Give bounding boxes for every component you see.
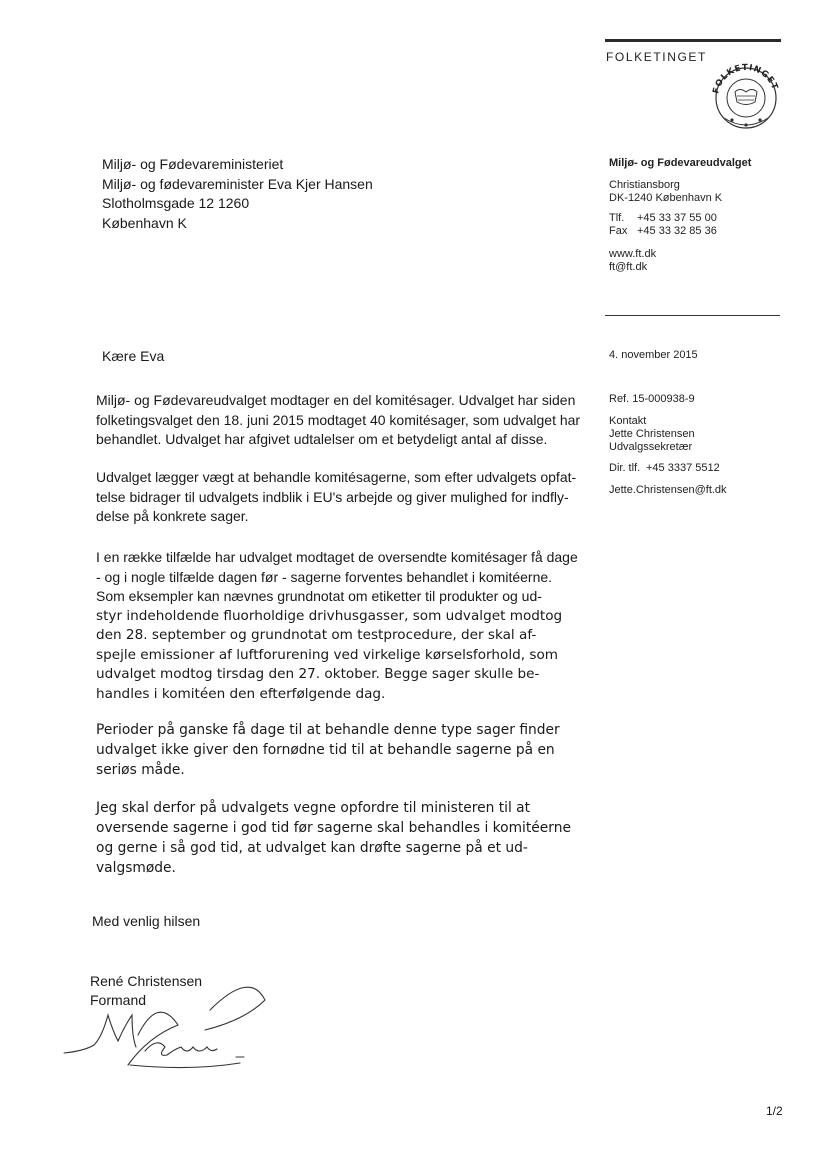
paragraph-2 — [96, 468, 586, 527]
recipient-line: København K — [102, 214, 187, 231]
signer-title: Formand — [90, 992, 147, 1008]
committee-name: Miljø- og Fødevareudvalget — [609, 157, 752, 169]
web-block — [609, 248, 656, 274]
text-line: udvalget ikke giver den fornødne tid til at behandle sagerne på en — [96, 742, 555, 758]
committee-address — [609, 179, 722, 205]
text-line: valgsmøde. — [96, 860, 176, 876]
paragraph-5 — [96, 798, 576, 878]
seal-text: FOLKETINGET — [711, 62, 780, 95]
address-line: DK-1240 København K — [609, 192, 723, 204]
text-line: Udvalget lægger vægt at behandle komitésagerne, som efter udvalgets opfat- — [96, 469, 577, 485]
brand-name: FOLKETINGET — [606, 50, 707, 64]
closing: Med venlig hilsen — [92, 913, 201, 929]
handwritten-signature-icon — [60, 975, 280, 1075]
letter-date: 4. november 2015 — [609, 349, 698, 361]
website-link[interactable]: www.ft.dk — [609, 248, 657, 260]
text-line: udvalget modtog tirsdag den 27. oktober. Begge sager skulle be- — [96, 666, 540, 682]
phone-label: Tlf. — [609, 212, 625, 224]
text-line: Jeg skal derfor på udvalgets vegne opfordre til ministeren til at — [96, 800, 531, 816]
sidebar-rule — [605, 315, 780, 316]
contact-name: Jette Christensen — [609, 428, 695, 440]
text-line: seriøs måde. — [96, 762, 185, 778]
signer-name: René Christensen — [90, 973, 203, 989]
text-line: I en række tilfælde har udvalget modtaget de oversendte komitésager få dage — [96, 549, 578, 565]
recipient-line: Miljø- og Fødevareministeriet — [102, 156, 284, 172]
reference-block — [609, 393, 695, 454]
recipient-address — [102, 155, 373, 233]
greeting: Kære Eva — [102, 348, 165, 364]
text-line: folketingsvalget den 18. juni 2015 modtaget 40 komitésager, som udvalget har — [96, 411, 581, 428]
text-line: Perioder på ganske få dage til at behandle denne type sager finder — [96, 722, 560, 738]
text-line: telse bidrager til udvalgets indblik i EU's arbejde og giver mulighed for indfly- — [96, 488, 569, 505]
direct-phone-number: +45 3337 5512 — [646, 462, 720, 474]
text-line: - og i nogle tilfælde dagen før - sagerne forventes behandlet i komitéerne. — [96, 568, 553, 585]
recipient-line: Slotholmsgade 12 1260 — [102, 195, 250, 211]
direct-phone-label: Dir. tlf. — [609, 462, 641, 474]
address-line: Christiansborg — [609, 179, 680, 191]
paragraph-4 — [96, 720, 576, 780]
text-line: handles i komitéen den efterfølgende dag. — [96, 685, 386, 702]
royal-seal-icon — [708, 60, 784, 130]
text-line: behandlet. Udvalget har afgivet udtalelser om et betydeligt antal af disse. — [96, 431, 548, 447]
contact-title: Udvalgssekretær — [609, 441, 693, 453]
text-line: Som eksempler kan nævnes grundnotat om etiketter til produkter og ud- — [96, 588, 542, 604]
direct-phone-block — [609, 462, 720, 475]
fax-number: +45 33 32 85 36 — [637, 225, 717, 237]
text-line: Miljø- og Fødevareudvalget modtager en del komitésager. Udvalget har siden — [96, 392, 576, 408]
page-number: 1/2 — [766, 1104, 783, 1118]
text-line: oversende sagerne i god tid før sagerne skal behandles i komitéerne — [96, 820, 571, 836]
text-line: delse på konkrete sager. — [96, 508, 249, 524]
text-line: og gerne i så god tid, at udvalget kan drøfte sagerne på et ud- — [96, 840, 528, 856]
mail-link[interactable]: ft@ft.dk — [609, 261, 648, 273]
header-rule — [605, 39, 781, 42]
phone-block — [609, 212, 717, 238]
paragraph-3 — [96, 548, 586, 704]
paragraph-1 — [96, 391, 586, 450]
contact-label: Kontakt — [609, 415, 647, 427]
fax-label: Fax — [609, 225, 628, 237]
text-line: styr indeholdende fluorholdige drivhusgasser, som udvalget modtog — [96, 607, 563, 624]
recipient-line: Miljø- og fødevareminister Eva Kjer Hansen — [102, 175, 373, 192]
text-line: spejle emissioner af luftforurening ved virkelige kørselsforhold, som — [96, 646, 559, 663]
phone-number: +45 33 37 55 00 — [637, 212, 717, 224]
reference-number: Ref. 15-000938-9 — [609, 393, 695, 405]
contact-email-link[interactable]: Jette.Christensen@ft.dk — [609, 484, 727, 496]
text-line: den 28. september og grundnotat om testprocedure, der skal af- — [96, 627, 537, 643]
